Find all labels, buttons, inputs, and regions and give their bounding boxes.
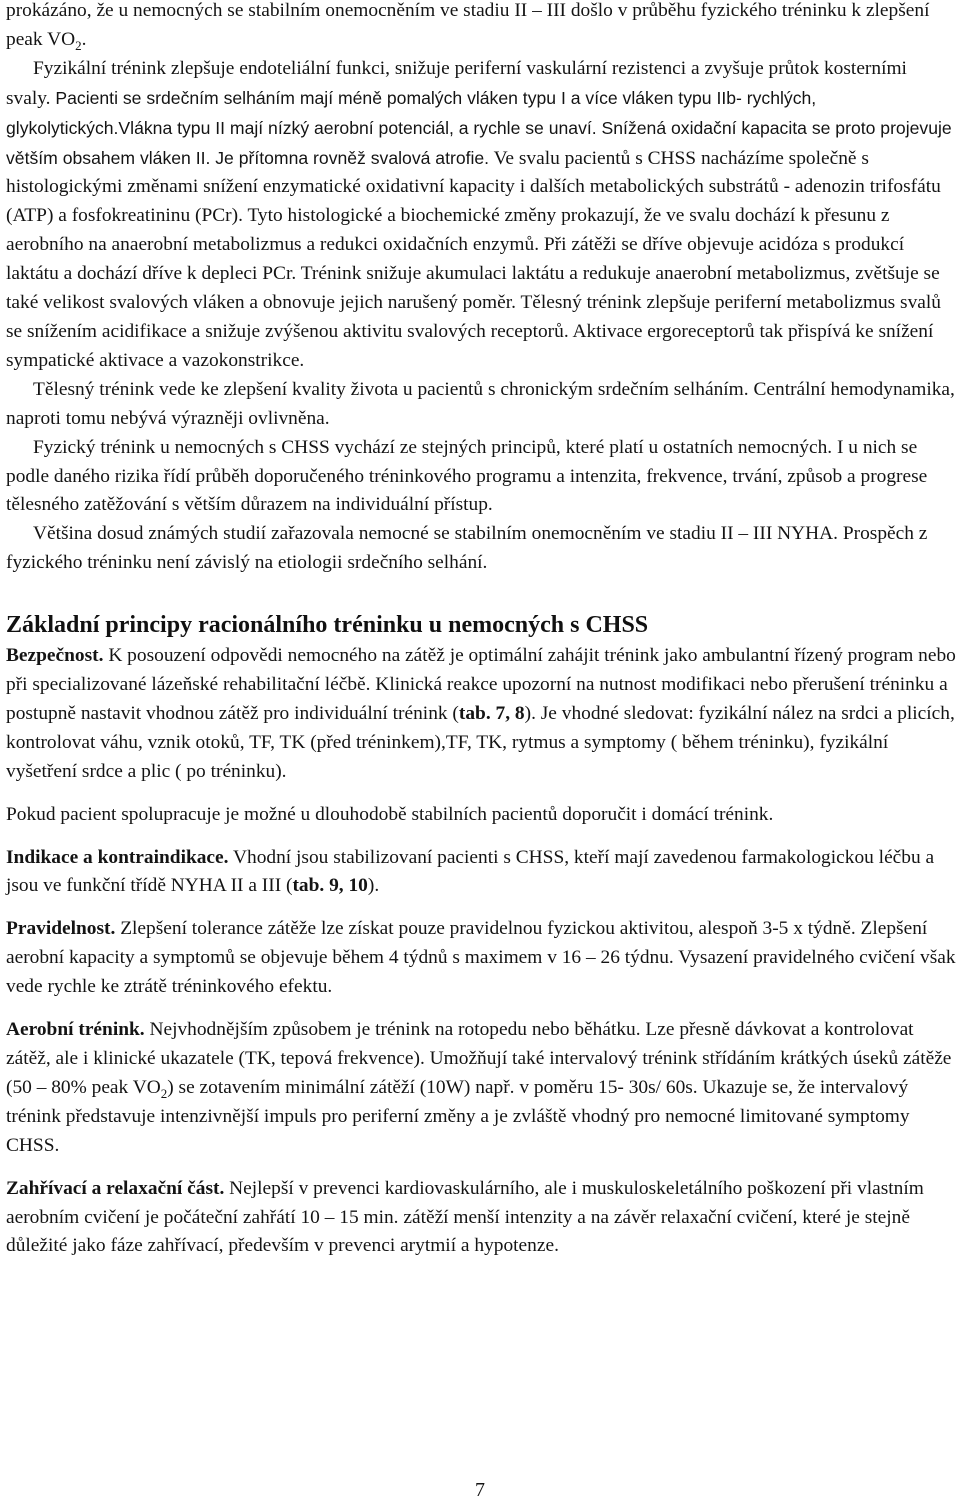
table-reference: tab. 9, 10 [292,875,368,897]
paragraph-studies: Většina dosud známých studií zařazovala nemocné se stabilním onemocněním ve stadiu II – III NYHA. Prospěch z fyzického tréninku není závislý na etiologii srdečního selhání. [6,523,928,574]
subscript-2: 2 [75,37,82,53]
document-page [6,0,956,1261]
paragraph-aerobic: Aerobní trénink. Nejvhodnějším způsobem je trénink na rotopedu nebo běhátku. Lze přesně dávkovat a kontrolovat zátěž, ale i klinické ukazatele (TK, tepová frekvence). Umožňují také intervalový trénink střídáním krátkých úseků zátěže (50 – 80% peak $VO_2$) se zotavením minimální zátěží (10W) např. v poměru 15- 30s/ 60s. Ukazuje se, že intervalový trénink představuje intenzivnější impuls pro periferní změny a je zvláště vhodný pro nemocné limitované symptomy CHSS. [6,1019,952,1156]
paragraph-muscle-physiology [6,55,956,376]
label-regularity: Pravidelnost. [6,918,116,940]
paragraph-regularity: Pravidelnost. Zlepšení tolerance zátěže lze získat pouze pravidelnou fyzickou aktivitou, alespoň 3-5 x týdně. Zlepšení aerobní kapacity a symptomů se objevuje během 4 týdnů s maximem v 16 – 26 týdnu. Vysazení pravidelného cvičení však vede rychle ke ztrátě tréninkového efektu. [6,918,956,998]
label-safety: Bezpečnost. [6,645,104,667]
paragraph-quality-of-life: Tělesný trénink vede ke zlepšení kvality života u pacientů s chronickým srdečním selháním. Centrální hemodynamika, naproti tomu nebývá výrazněji ovlivněna. [6,378,955,429]
subscript-2: 2 [160,1085,168,1101]
paragraph-fiber-types-text: Pacienti se srdečním selháním mají méně pomalých vláken typu I a více vláken typu IIb- rychlých, glykolytických.Vlákna typu II mají nízký aerobní potenciál, a rychle se unaví. Snížená oxidační kapacita se proto projevuje větším obsahem vláken II. Je přítomna rovněž svalová atrofie. [6,87,952,168]
paragraph-indications: Indikace a kontraindikace. Vhodní jsou stabilizovaní pacienti s CHSS, kteří mají zavedenou farmakologickou léčbu a jsou ve funkční třídě NYHA II a III (tab. 9, 10). [6,846,935,897]
paragraph-home-training: Pokud pacient spolupracuje je možné u dlouhodobě stabilních pacientů doporučit i domácí trénink. [6,803,774,825]
label-indications: Indikace a kontraindikace. [6,846,229,868]
paragraph-training-principles: Fyzický trénink u nemocných s CHSS vychází ze stejných principů, které platí u ostatních nemocných. I u nich se podle daného rizika řídí průběh doporučeného tréninkového programu a intenzita, frekvence, trvání, způsob a progrese tělesného zatěžování s větším důrazem na individuální přístup. [6,436,928,516]
paragraph-warmup: Zahřívací a relaxační část. Nejlepší v prevenci kardiovaskulárního, ale i muskuloskeletálního poškození při vlastním aerobním cvičení je počáteční zahřátí 10 – 15 min. zátěží menší intenzity a na závěr relaxační cvičení, které je stejně důležité jako fáze zahřívací, především v prevenci arytmií a hypotenze. [6,1177,924,1257]
paragraph-endothelial-text: Fyzikální trénink zlepšuje endoteliální funkci, snižuje periferní vaskulární rezistenci a zvyšuje průtok kosterními svaly. [6,57,907,109]
label-warmup: Zahřívací a relaxační část. [6,1177,225,1199]
paragraph-muscle-changes-text: Ve svalu pacientů s CHSS nacházíme společně s histologickými změnami snížení enzymatické oxidativní kapacity i dalších metabolických substrátů - adenozin trifosfátu (ATP) a fosfokreatininu (PCr). Tyto histologické a biochemické změny prokazují, že ve svalu dochází k přesunu z aerobního na anaerobní metabolizmus a redukci oxidačních enzymů. Při zátěži se dříve objevuje acidóza s produkcí laktátu a dochází dříve k depleci PCr. Trénink snižuje akumulaci laktátu a redukuje anaerobní metabolizmus, zvětšuje se také velikost svalových vláken a obnovuje jejich narušený poměr. Tělesný trénink zlepšuje periferní metabolizmus svalů se snížením acidifikace a snižuje zvýšenou aktivitu svalových receptorů. Aktivace ergoreceptorů tak přispívá ke snížení sympatické aktivace a vazokonstrikce. [6,147,941,371]
paragraph-safety: Bezpečnost. K posouzení odpovědi nemocného na zátěž je optimální zahájit trénink jako ambulantní řízený program nebo při specializované lázeňské rehabilitační léčbě. Klinická reakce upozorní na nutnost modifikaci nebo přerušení tréninku a postupně nastavit vhodnou zátěž pro individuální trénink (tab. 7, 8). Je vhodné sledovat: fyzikální nález na srdci a plicích, kontrolovat váhu, vznik otoků, TF, TK (před tréninkem),TF, TK, rytmus a symptomy ( během tréninku), fyzikální vyšetření srdce a plic ( po tréninku). [6,645,956,782]
table-reference: tab. 7, 8 [458,702,525,724]
label-aerobic: Aerobní trénink. [6,1019,145,1041]
page-number: 7 [475,1479,485,1501]
paragraph-vo2-text: prokázáno, že u nemocných se stabilním onemocněním ve stadiu II – III došlo v průběhu fyzického tréninku k zlepšení peak VO [6,0,930,50]
section-heading: Základní principy racionálního tréninku u nemocných s CHSS [6,612,649,639]
paragraph-vo2: prokázáno, že u nemocných se stabilním onemocněním ve stadiu II – III došlo v průběhu fyzického tréninku k zlepšení peak $VO_2$. [6,0,930,53]
